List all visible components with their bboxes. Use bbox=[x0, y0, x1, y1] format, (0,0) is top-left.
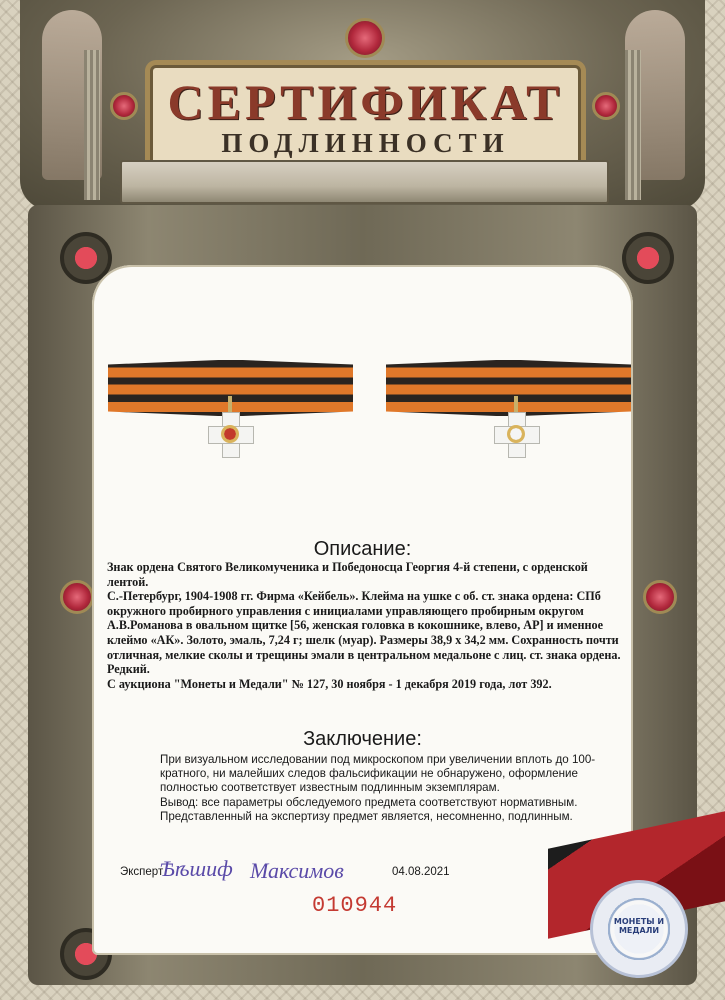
conclusion-text bbox=[160, 753, 600, 824]
banner-left-emblem bbox=[110, 92, 138, 120]
description-paragraph: С.-Петербург, 1904-1908 гг. Фирма «Кейбель». Клейма на ушке с об. ст. знака ордена: СПб окружного пробирного управления с инициалами управляющего пробирным округом А.В.Романова в овальном щитке [56, женская головка в кокошнике, влево, АР] и именное клеймо «АК». Золото, эмаль, 7,24 г; шелк (муар). Размеры 38,9 х 34,2 мм. Сохранность почти отличная, мелкие сколы и трещины эмали в центральном медальоне с лиц. ст. знака ордена. Редкий. bbox=[107, 589, 621, 677]
banner-right-emblem bbox=[592, 92, 620, 120]
description-paragraph: Знак ордена Святого Великомученика и Победоносца Георгия 4-й степени, с орденской лентой. bbox=[107, 560, 588, 589]
side-emblem-right bbox=[643, 580, 677, 614]
left-column-decoration bbox=[84, 50, 100, 200]
certificate-title: СЕРТИФИКАТ bbox=[167, 74, 564, 130]
conclusion-line: Вывод: все параметры обследуемого предмета соответствуют нормативным. bbox=[160, 795, 578, 809]
order-cross-reverse bbox=[494, 412, 538, 456]
side-emblem-left bbox=[60, 580, 94, 614]
certificate-date: 04.08.2021 bbox=[392, 866, 450, 878]
description-paragraph: С аукциона "Монеты и Медали" № 127, 30 ноября - 1 декабря 2019 года, лот 392. bbox=[107, 676, 552, 691]
conclusion-line: Представленный на экспертизу предмет является, несомненно, подлинным. bbox=[160, 809, 573, 823]
seal-text: МОНЕТЫ И МЕДАЛИ bbox=[613, 917, 665, 935]
expert-row bbox=[120, 856, 600, 884]
right-column-decoration bbox=[625, 50, 641, 200]
description-heading: Описание: bbox=[313, 538, 412, 560]
title-banner bbox=[150, 65, 581, 166]
certificate-subtitle: ПОДЛИННОСТИ bbox=[221, 128, 510, 158]
st-george-ribbon bbox=[386, 360, 631, 416]
conclusion-heading: Заключение: bbox=[303, 728, 422, 750]
city-panorama-vignette bbox=[120, 160, 609, 204]
order-cross-obverse bbox=[208, 412, 252, 456]
corner-rosette-top-right bbox=[622, 232, 674, 284]
expert-label: Эксперт bbox=[120, 866, 164, 878]
serial-number: 010944 bbox=[312, 893, 398, 918]
holographic-seal bbox=[590, 880, 688, 978]
expert-signature-scribble: Ѣѣшиф bbox=[160, 856, 233, 881]
top-monogram-emblem bbox=[345, 18, 385, 58]
expert-signature: Максимов bbox=[250, 858, 344, 883]
conclusion-line: При визуальном исследовании под микроскопом при увеличении вплоть до 100-кратного, ни малейших следов фальсификации не обнаружено, оформление полностью соответствует известным подлинным экземплярам. bbox=[160, 753, 596, 795]
description-text bbox=[107, 560, 622, 691]
